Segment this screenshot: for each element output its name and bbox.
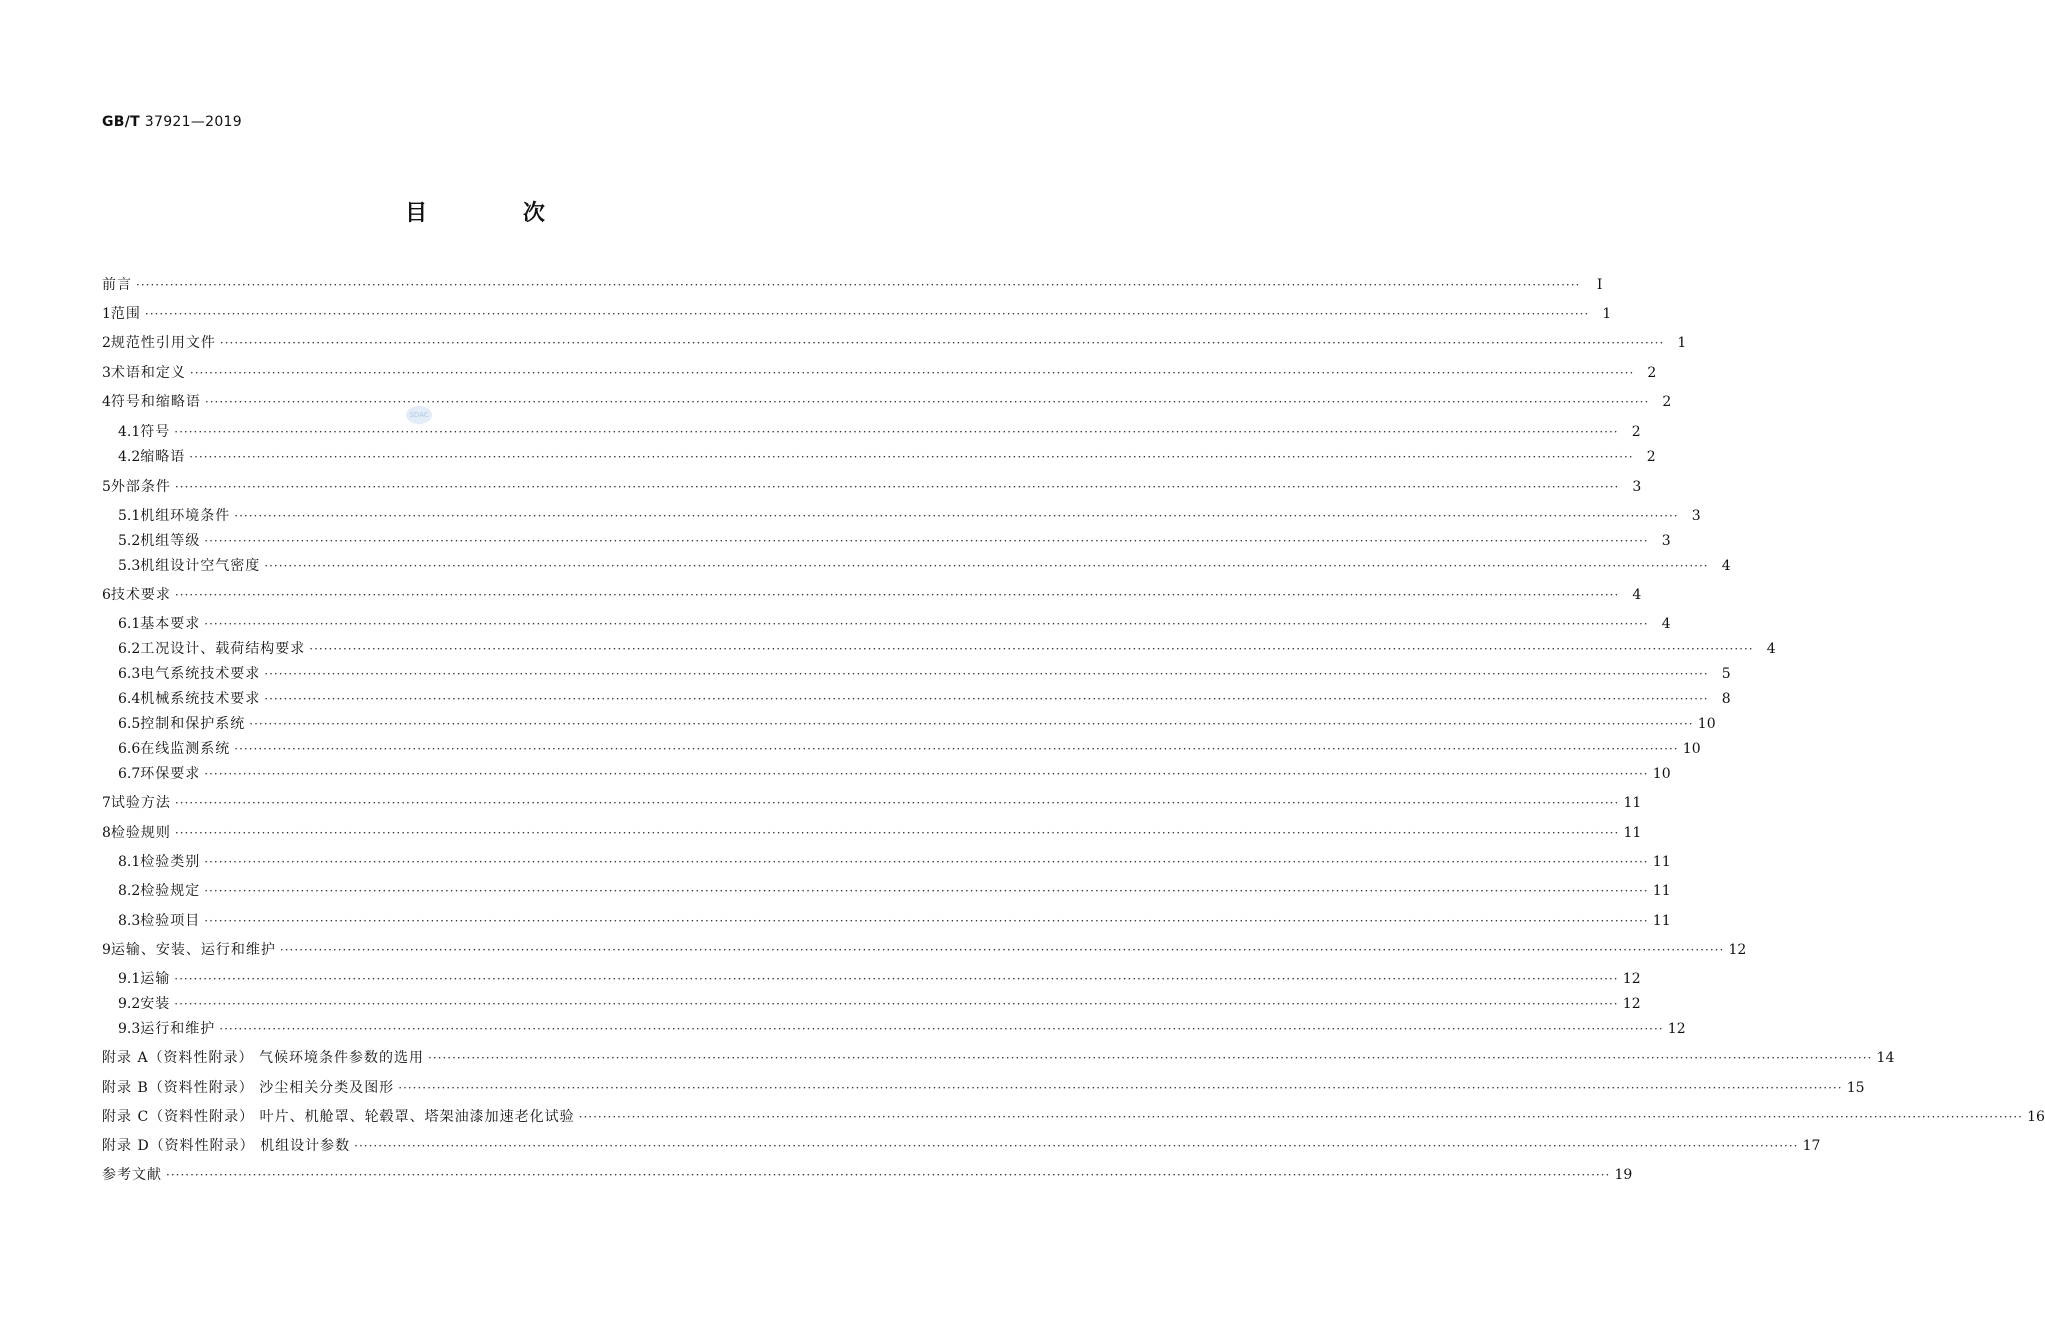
- toc-entry-page: 3: [1632, 479, 1642, 495]
- toc-entry[interactable]: [102, 1106, 2045, 1126]
- toc-entry[interactable]: [118, 530, 1671, 550]
- toc-entry[interactable]: [118, 1018, 1686, 1038]
- toc-entry-page: 2: [1646, 449, 1656, 465]
- toc-entry[interactable]: [102, 939, 1747, 959]
- toc-entry-number: 2: [102, 335, 111, 351]
- toc-leader-dots: ············································································································································································································································································································: [144, 307, 1590, 321]
- toc-entry-page: 12: [1622, 971, 1641, 987]
- toc-entry-number: 9.1: [118, 971, 141, 987]
- toc-leader-dots: ············································································································································································································································································································: [174, 997, 1619, 1011]
- toc-leader-dots: ············································································································································································································································································································: [264, 559, 1709, 573]
- toc-leader-dots: ············································································································································································································································································································: [279, 943, 1725, 957]
- toc-entry-page: 11: [1652, 854, 1671, 870]
- toc-entry-page: 17: [1802, 1138, 1821, 1154]
- toc-leader-dots: ············································································································································································································································································································: [204, 617, 1649, 631]
- toc-entry-page: 2: [1662, 394, 1672, 410]
- toc-entry-label: 机组设计空气密度: [140, 558, 261, 574]
- toc-entry-label: 符号: [140, 424, 171, 440]
- toc-entry-number: 8.3: [118, 913, 141, 929]
- toc-entry-page: 8: [1721, 691, 1731, 707]
- toc-entry-number: 6.4: [118, 691, 141, 707]
- toc-entry-page: 12: [1622, 996, 1641, 1012]
- toc-leader-dots: ············································································································································································································································································································: [174, 425, 1619, 439]
- toc-entry-page: 10: [1682, 741, 1701, 757]
- toc-entry-page: 5: [1721, 666, 1731, 682]
- toc-leader-dots: ············································································································································································································································································································: [174, 796, 1620, 810]
- toc-entry-page: 10: [1652, 766, 1671, 782]
- toc-entry-number: 6.3: [118, 666, 141, 682]
- toc-entry[interactable]: [118, 688, 1731, 708]
- toc-entry-number: 1: [102, 306, 111, 322]
- toc-entry-label: 缩略语: [140, 449, 186, 465]
- toc-entry-label: 附录 C（资料性附录） 叶片、机舱罩、轮毂罩、塔架油漆加速老化试验: [102, 1109, 575, 1125]
- toc-entry-page: 11: [1623, 825, 1642, 841]
- toc-entry-number: 5: [102, 479, 111, 495]
- standard-code: [102, 114, 242, 130]
- toc-leader-dots: ············································································································································································································································································································: [174, 972, 1619, 986]
- toc-leader-dots: ············································································································································································································································································································: [354, 1139, 1799, 1153]
- toc-leader-dots: ············································································································································································································································································································: [204, 855, 1649, 869]
- toc-entry[interactable]: [102, 274, 1603, 294]
- toc-entry-number: 3: [102, 365, 111, 381]
- toc-leader-dots: ············································································································································································································································································································: [204, 914, 1649, 928]
- toc-entry[interactable]: [118, 663, 1731, 683]
- toc-entry-number: 6.6: [118, 741, 141, 757]
- toc-entry-label: 电气系统技术要求: [140, 666, 261, 682]
- toc-entry[interactable]: [118, 638, 1776, 658]
- toc-leader-dots: ············································································································································································································································································································: [578, 1110, 2023, 1124]
- toc-entry-label: 附录 A（资料性附录） 气候环境条件参数的选用: [102, 1050, 425, 1066]
- toc-entry-number: 6.2: [118, 641, 141, 657]
- toc-entry-number: 5.2: [118, 533, 141, 549]
- toc-entry-number: 5.1: [118, 508, 141, 524]
- toc-entry-page: 2: [1631, 424, 1641, 440]
- toc-entry-label: 机组等级: [140, 533, 201, 549]
- toc-entry-page: 11: [1652, 883, 1671, 899]
- toc-entry-label: 机械系统技术要求: [140, 691, 261, 707]
- toc-entry-number: 8.2: [118, 883, 141, 899]
- toc-entry-number: 5.3: [118, 558, 141, 574]
- toc-entry-label: 检验规则: [110, 825, 171, 841]
- toc-entry[interactable]: [102, 476, 1642, 496]
- toc-entry-page: 1: [1677, 335, 1687, 351]
- toc-entry-label: 运输、安装、运行和维护: [110, 942, 276, 958]
- toc-entry-number: 6: [102, 587, 111, 603]
- toc-entry-page: 11: [1623, 795, 1642, 811]
- toc-entry[interactable]: [118, 446, 1656, 466]
- toc-entry-number: 6.1: [118, 616, 141, 632]
- toc-leader-dots: ············································································································································································································································································································: [136, 278, 1581, 292]
- toc-entry-label: 安装: [140, 996, 171, 1012]
- toc-entry-page: 15: [1846, 1080, 1865, 1096]
- toc-entry-number: 8: [102, 825, 111, 841]
- toc-entry-label: 外部条件: [110, 479, 171, 495]
- toc-entry-page: 12: [1728, 942, 1747, 958]
- toc-entry-label: 检验规定: [140, 883, 201, 899]
- toc-entry[interactable]: [118, 555, 1731, 575]
- toc-entry-label: 前言: [102, 277, 132, 293]
- toc-entry[interactable]: [118, 738, 1701, 758]
- toc-entry-label: 范围: [110, 306, 141, 322]
- toc-entry-page: I: [1596, 277, 1603, 293]
- toc-leader-dots: ············································································································································································································································································································: [309, 642, 1754, 656]
- toc-leader-dots: ············································································································································································································································································································: [428, 1051, 1873, 1065]
- toc-entry-page: 1: [1602, 306, 1612, 322]
- toc-entry-number: 7: [102, 795, 111, 811]
- toc-entry-label: 技术要求: [110, 587, 171, 603]
- toc-entry-label: 基本要求: [140, 616, 201, 632]
- toc-leader-dots: ············································································································································································································································································································: [204, 395, 1650, 409]
- toc-entry[interactable]: [102, 1047, 1895, 1067]
- toc-entry-label: 参考文献: [102, 1167, 162, 1183]
- toc-entry-label: 机组环境条件: [140, 508, 231, 524]
- toc-entry-number: 4.1: [118, 424, 141, 440]
- toc-entry-number: 4: [102, 394, 111, 410]
- toc-entry-label: 工况设计、载荷结构要求: [140, 641, 306, 657]
- toc-entry[interactable]: [118, 910, 1671, 930]
- toc-leader-dots: ············································································································································································································································································································: [234, 742, 1679, 756]
- toc-leader-dots: ············································································································································································································································································································: [174, 588, 1620, 602]
- toc-leader-dots: ············································································································································································································································································································: [234, 509, 1679, 523]
- toc-leader-dots: ············································································································································································································································································································: [189, 450, 1634, 464]
- toc-entry-number: 6.5: [118, 716, 141, 732]
- toc-entry[interactable]: [118, 851, 1671, 871]
- toc-entry-label: 试验方法: [110, 795, 171, 811]
- toc-entry-page: 4: [1661, 616, 1671, 632]
- toc-entry-page: 4: [1721, 558, 1731, 574]
- toc-leader-dots: ············································································································································································································································································································: [264, 667, 1709, 681]
- toc-entry-number: 8.1: [118, 854, 141, 870]
- toc-entry-label: 运行和维护: [140, 1021, 216, 1037]
- toc-leader-dots: ············································································································································································································································································································: [166, 1168, 1611, 1182]
- toc-entry-page: 16: [2027, 1109, 2045, 1125]
- toc-entry[interactable]: [102, 362, 1657, 382]
- toc-entry[interactable]: [102, 391, 1672, 411]
- toc-leader-dots: ············································································································································································································································································································: [398, 1081, 1843, 1095]
- standard-code-number: 37921—2019: [144, 114, 242, 130]
- toc-entry[interactable]: [102, 303, 1612, 323]
- toc-entry[interactable]: [102, 1077, 1865, 1097]
- toc-entry-number: 9: [102, 942, 111, 958]
- toc-entry-page: 4: [1632, 587, 1642, 603]
- toc-entry-number: 6.7: [118, 766, 141, 782]
- toc-entry[interactable]: [102, 584, 1642, 604]
- toc-entry-page: 3: [1661, 533, 1671, 549]
- toc-entry[interactable]: [102, 1135, 1821, 1155]
- toc-entry-page: 2: [1647, 365, 1657, 381]
- watermark-logo: SDAC: [406, 406, 432, 424]
- toc-leader-dots: ············································································································································································································································································································: [249, 717, 1694, 731]
- toc-leader-dots: ············································································································································································································································································································: [189, 366, 1635, 380]
- toc-entry[interactable]: [102, 1164, 1633, 1184]
- toc-entry-number: 4.2: [118, 449, 141, 465]
- toc-leader-dots: ············································································································································································································································································································: [204, 767, 1649, 781]
- toc-leader-dots: ············································································································································································································································································································: [204, 534, 1649, 548]
- toc-entry-label: 规范性引用文件: [110, 335, 216, 351]
- toc-leader-dots: ············································································································································································································································································································: [219, 336, 1665, 350]
- toc-entry-label: 环保要求: [140, 766, 201, 782]
- toc-entry-page: 10: [1697, 716, 1716, 732]
- toc-entry-label: 检验项目: [140, 913, 201, 929]
- toc-entry-label: 检验类别: [140, 854, 201, 870]
- toc-entry[interactable]: [102, 792, 1642, 812]
- toc-leader-dots: ············································································································································································································································································································: [174, 480, 1620, 494]
- toc-entry[interactable]: [102, 822, 1642, 842]
- toc-entry-label: 运输: [140, 971, 171, 987]
- toc-entry-label: 在线监测系统: [140, 741, 231, 757]
- toc-entry[interactable]: [118, 993, 1641, 1013]
- toc-entry-page: 3: [1691, 508, 1701, 524]
- toc-entry[interactable]: [118, 713, 1716, 733]
- toc-entry[interactable]: [118, 421, 1641, 441]
- toc-entry[interactable]: [118, 763, 1671, 783]
- toc-entry-page: 19: [1614, 1167, 1633, 1183]
- toc-entry[interactable]: [102, 332, 1687, 352]
- toc-entry-label: 术语和定义: [110, 365, 186, 381]
- toc-entry-number: 9.2: [118, 996, 141, 1012]
- toc-entry-label: 附录 B（资料性附录） 沙尘相关分类及图形: [102, 1080, 395, 1096]
- toc-entry-page: 4: [1766, 641, 1776, 657]
- toc-entry[interactable]: [118, 880, 1671, 900]
- toc-entry[interactable]: [118, 613, 1671, 633]
- standard-code-prefix: GB/T: [102, 114, 141, 130]
- toc-leader-dots: ············································································································································································································································································································: [264, 692, 1709, 706]
- toc-entry[interactable]: [118, 968, 1641, 988]
- toc-entry[interactable]: [118, 505, 1701, 525]
- toc-leader-dots: ············································································································································································································································································································: [174, 826, 1620, 840]
- page-title: 目 次: [405, 201, 589, 226]
- toc-entry-label: 符号和缩略语: [110, 394, 201, 410]
- toc-entry-label: 附录 D（资料性附录） 机组设计参数: [102, 1138, 351, 1154]
- toc-entry-page: 11: [1652, 913, 1671, 929]
- toc-entry-number: 9.3: [118, 1021, 141, 1037]
- toc-entry-page: 14: [1876, 1050, 1895, 1066]
- toc-leader-dots: ············································································································································································································································································································: [204, 884, 1649, 898]
- toc-entry-label: 控制和保护系统: [140, 716, 246, 732]
- toc-entry-page: 12: [1667, 1021, 1686, 1037]
- toc-leader-dots: ············································································································································································································································································································: [219, 1022, 1664, 1036]
